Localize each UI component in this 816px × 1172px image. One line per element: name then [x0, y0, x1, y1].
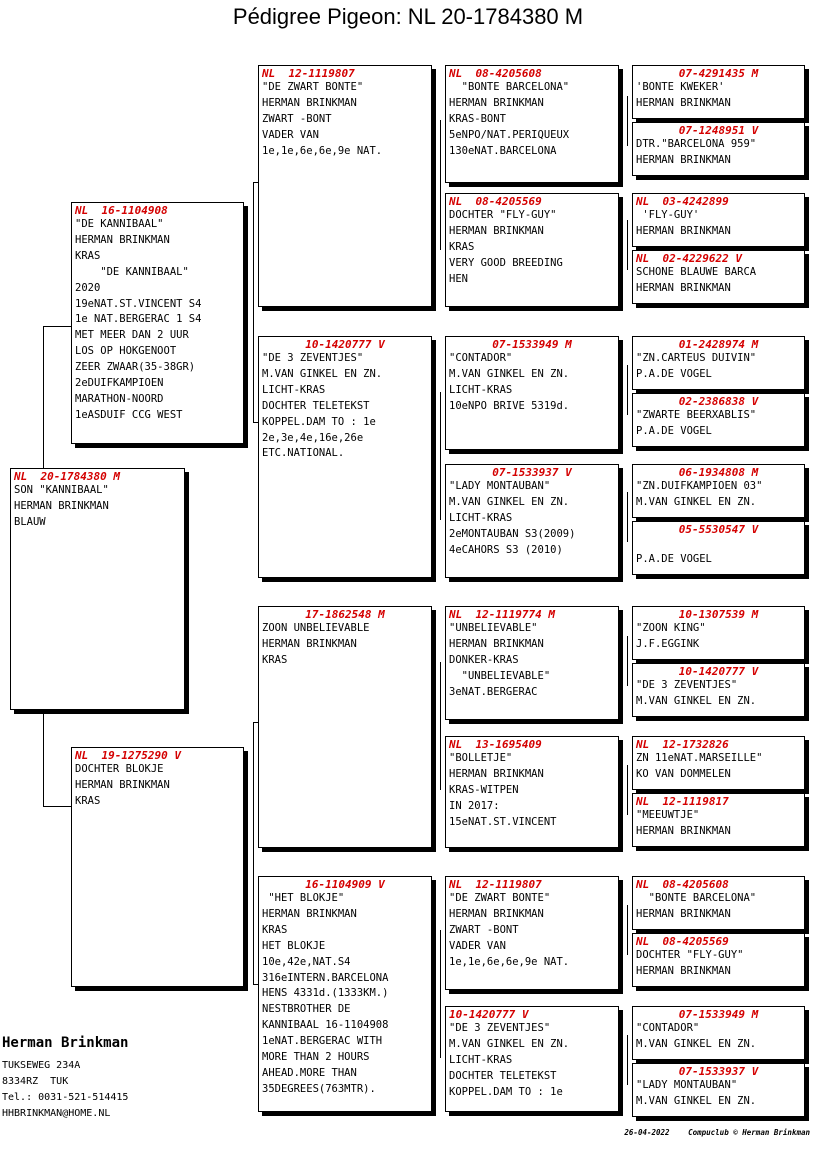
ring-number: 05-5530547 V — [678, 523, 759, 536]
detail-line: "CONTADOR" — [636, 1022, 700, 1034]
detail-line: KRAS — [75, 794, 101, 807]
pigeon-details — [636, 948, 801, 980]
detail-line: 15eNAT.ST.VINCENT — [449, 815, 557, 828]
owner-contact — [2, 1058, 128, 1122]
detail-line: 2eDUIFKAMPIOEN — [75, 377, 164, 390]
owner-city: 8334RZ TUK — [2, 1076, 69, 1087]
paternal-grandmother-card — [258, 336, 432, 578]
detail-line: 4eCAHORS S3 (2010) — [449, 543, 563, 556]
detail-line: 'BONTE KWEKER' — [636, 81, 725, 93]
ggf-card-3 — [445, 606, 619, 720]
ggm-card-2 — [445, 464, 619, 578]
detail-line: M.VAN GINKEL EN ZN. — [636, 495, 757, 508]
detail-line: HERMAN BRINKMAN — [75, 778, 170, 791]
gggp-card-2 — [632, 122, 805, 176]
detail-line: 10eNPO BRIVE 5319d. — [449, 399, 570, 412]
ggf-card-1 — [445, 65, 619, 183]
paternal-grandfather-card — [258, 65, 432, 307]
pigeon-details — [636, 265, 801, 297]
detail-line: HERMAN BRINKMAN — [636, 824, 731, 837]
detail-line: P.A.DE VOGEL — [636, 552, 712, 565]
detail-line: 'FLY-GUY' — [636, 209, 700, 221]
detail-line: M.VAN GINKEL EN ZN. — [449, 495, 570, 508]
detail-line: 1e,1e,6e,6e,9e NAT. — [262, 144, 383, 157]
ring-number: NL 12-1119817 — [636, 795, 729, 808]
detail-line: HERMAN BRINKMAN — [75, 233, 170, 246]
detail-line: ZOON UNBELIEVABLE — [262, 622, 370, 634]
maternal-grandfather-card — [258, 606, 432, 848]
detail-line: LICHT-KRAS — [449, 511, 513, 524]
pigeon-details — [449, 208, 615, 288]
detail-line: 19eNAT.ST.VINCENT S4 — [75, 297, 202, 310]
detail-line: M.VAN GINKEL EN ZN. — [636, 694, 757, 707]
detail-line: "ZWARTE BEERXABLIS" — [636, 409, 757, 421]
detail-line: HERMAN BRINKMAN — [449, 767, 544, 780]
gggp-card-15 — [632, 1006, 805, 1060]
detail-line: 316eINTERN.BARCELONA — [262, 971, 389, 984]
detail-line: "ZOON KING" — [636, 622, 706, 634]
detail-line: VERY GOOD BREEDING — [449, 256, 563, 269]
ring-number: 10-1420777 V — [449, 1008, 529, 1021]
detail-line: "DE KANNIBAAL" — [75, 218, 164, 230]
pigeon-details — [449, 891, 615, 971]
detail-line: HERMAN BRINKMAN — [262, 637, 357, 650]
ring-number: 06-1934808 M — [678, 466, 759, 479]
ggf-card-4 — [445, 876, 619, 990]
pigeon-details — [449, 621, 615, 701]
ring-number: NL 19-1275290 V — [75, 749, 181, 762]
gggp-card-8 — [632, 521, 805, 575]
detail-line: "DE 3 ZEVENTJES" — [636, 679, 738, 691]
detail-line: NESTBROTHER DE — [262, 1003, 351, 1016]
ring-number: NL 12-1119807 — [449, 878, 542, 891]
owner-email: HHBRINKMAN@HOME.NL — [2, 1108, 111, 1119]
detail-line: HERMAN BRINKMAN — [449, 96, 544, 109]
ring-number: NL 03-4242899 — [636, 195, 729, 208]
pigeon-details — [636, 208, 801, 240]
gggp-card-9 — [632, 606, 805, 660]
detail-line: M.VAN GINKEL EN ZN. — [636, 1037, 757, 1050]
detail-line: ZEER ZWAAR(35-38GR) — [75, 361, 196, 374]
gggp-card-6 — [632, 393, 805, 447]
detail-line: MORE THAN 2 HOURS — [262, 1051, 370, 1064]
detail-line: SCHONE BLAUWE BARCA — [636, 266, 757, 278]
pigeon-details — [75, 762, 240, 810]
detail-line: 5eNPO/NAT.PERIQUEUX — [449, 128, 570, 141]
detail-line: KRAS — [449, 240, 475, 253]
ring-number: 17-1862548 M — [305, 608, 385, 621]
detail-line: "CONTADOR" — [449, 352, 513, 364]
owner-phone: Tel.: 0031-521-514415 — [2, 1092, 129, 1103]
pigeon-details — [14, 483, 181, 531]
gggp-card-10 — [632, 663, 805, 717]
footer-date: 26-04-2022 — [624, 1128, 670, 1137]
ggm-card-3 — [445, 736, 619, 848]
ring-number: 16-1104909 V — [305, 878, 385, 891]
detail-line: ZWART -BONT — [262, 112, 332, 125]
detail-line: KRAS-WITPEN — [449, 783, 519, 796]
detail-line: 1e NAT.BERGERAC 1 S4 — [75, 313, 202, 326]
detail-line: P.A.DE VOGEL — [636, 367, 712, 380]
ring-number: NL 08-4205569 — [636, 935, 729, 948]
pigeon-details — [636, 751, 801, 783]
detail-line: 1eASDUIF CCG WEST — [75, 408, 183, 421]
gggp-card-14 — [632, 933, 805, 987]
detail-line: 2eMONTAUBAN S3(2009) — [449, 527, 576, 540]
detail-line: M.VAN GINKEL EN ZN. — [449, 1037, 570, 1050]
detail-line: "DE 3 ZEVENTJES" — [262, 352, 364, 364]
pigeon-details — [449, 751, 615, 831]
detail-line: "LADY MONTAUBAN" — [449, 480, 551, 492]
pigeon-details — [636, 678, 801, 710]
detail-line: P.A.DE VOGEL — [636, 424, 712, 437]
ring-number: NL 12-1119807 — [262, 67, 355, 80]
detail-line: DOCHTER BLOKJE — [75, 763, 164, 775]
ggm-card-4 — [445, 1006, 619, 1112]
detail-line: BLAUW — [14, 515, 46, 528]
mother-card — [71, 747, 244, 987]
detail-line: KRAS-BONT — [449, 112, 506, 125]
detail-line: HERMAN BRINKMAN — [636, 96, 731, 109]
detail-line: LICHT-KRAS — [449, 1053, 513, 1066]
detail-line: 130eNAT.BARCELONA — [449, 144, 557, 157]
detail-line: HERMAN BRINKMAN — [636, 153, 731, 166]
detail-line: HERMAN BRINKMAN — [14, 499, 109, 512]
pigeon-details — [636, 1078, 801, 1110]
ring-number: NL 08-4205608 — [449, 67, 542, 80]
detail-line: "DE ZWART BONTE" — [262, 81, 364, 93]
pigeon-details — [636, 80, 801, 112]
detail-line — [636, 536, 801, 552]
detail-line: "DE ZWART BONTE" — [449, 892, 551, 904]
detail-line: HERMAN BRINKMAN — [636, 281, 731, 294]
pigeon-details — [636, 479, 801, 511]
ring-number: NL 16-1104908 — [75, 204, 168, 217]
detail-line: "HET BLOKJE" — [262, 892, 345, 904]
maternal-grandmother-card — [258, 876, 432, 1112]
detail-line: "BONTE BARCELONA" — [449, 81, 570, 93]
detail-line: "DE 3 ZEVENTJES" — [449, 1022, 551, 1034]
detail-line: 2020 — [75, 281, 101, 294]
detail-line: J.F.EGGINK — [636, 637, 700, 650]
detail-line: "LADY MONTAUBAN" — [636, 1079, 738, 1091]
pigeon-details — [449, 1021, 615, 1101]
detail-line: "UNBELIEVABLE" — [449, 669, 551, 682]
pigeon-details — [449, 479, 615, 559]
pigeon-details — [449, 80, 615, 160]
detail-line: 1e,1e,6e,6e,9e NAT. — [449, 955, 570, 968]
detail-line: KRAS — [75, 249, 101, 262]
detail-line: DOCHTER TELETEKST — [262, 399, 370, 412]
footer-credit: Compuclub © Herman Brinkman — [688, 1128, 810, 1137]
gggp-card-1 — [632, 65, 805, 119]
gggp-card-13 — [632, 876, 805, 930]
detail-line: ZN 11eNAT.MARSEILLE" — [636, 752, 763, 764]
detail-line: DONKER-KRAS — [449, 653, 519, 666]
detail-line: KO VAN DOMMELEN — [636, 767, 731, 780]
gggp-card-3 — [632, 193, 805, 247]
footer — [610, 1128, 810, 1137]
gggp-card-7 — [632, 464, 805, 518]
detail-line: AHEAD.MORE THAN — [262, 1066, 357, 1079]
pigeon-details — [636, 137, 801, 169]
detail-line: "ZN.CARTEUS DUIVIN" — [636, 352, 757, 364]
pigeon-details — [636, 351, 801, 383]
detail-line: M.VAN GINKEL EN ZN. — [449, 367, 570, 380]
detail-line: HERMAN BRINKMAN — [636, 224, 731, 237]
detail-line: "BOLLETJE" — [449, 752, 513, 764]
detail-line: IN 2017: — [449, 799, 500, 812]
detail-line: KANNIBAAL 16-1104908 — [262, 1019, 389, 1032]
detail-line: VADER VAN — [449, 939, 506, 952]
gggp-card-16 — [632, 1063, 805, 1117]
ring-number: 07-1533949 M — [678, 1008, 759, 1021]
gggp-card-12 — [632, 793, 805, 847]
ring-number: NL 02-4229622 V — [636, 252, 742, 265]
detail-line: HEN — [449, 272, 468, 285]
ring-number: 02-2386838 V — [678, 395, 759, 408]
ring-number: NL 12-1732826 — [636, 738, 729, 751]
owner-name: Herman Brinkman — [2, 1035, 129, 1051]
detail-line: HENS 4331d.(1333KM.) — [262, 987, 389, 1000]
ring-number: NL 20-1784380 M — [14, 470, 120, 483]
ring-number: 10-1420777 V — [678, 665, 759, 678]
ring-number: 10-1420777 V — [305, 338, 385, 351]
pigeon-details — [636, 1021, 801, 1053]
pigeon-details — [262, 351, 428, 462]
detail-line: KOPPEL.DAM TO : 1e — [449, 1085, 563, 1098]
gggp-card-11 — [632, 736, 805, 790]
detail-line: DOCHTER TELETEKST — [449, 1069, 557, 1082]
detail-line: 2e,3e,4e,16e,26e — [262, 431, 364, 444]
detail-line: ZWART -BONT — [449, 923, 519, 936]
page-title: Pédigree Pigeon: NL 20-1784380 M — [232, 4, 584, 29]
ring-number: 07-4291435 M — [678, 67, 759, 80]
detail-line: "UNBELIEVABLE" — [449, 622, 538, 634]
detail-line: "MEEUWTJE" — [636, 809, 700, 821]
detail-line: 1eNAT.BERGERAC WITH — [262, 1035, 383, 1048]
ggm-card-1 — [445, 193, 619, 307]
ggf-card-2 — [445, 336, 619, 450]
detail-line: HERMAN BRINKMAN — [262, 96, 357, 109]
pigeon-details — [262, 621, 428, 669]
detail-line: 35DEGREES(763MTR). — [262, 1082, 376, 1095]
pigeon-details — [636, 536, 801, 568]
detail-line: HET BLOKJE — [262, 939, 326, 952]
detail-line: KOPPEL.DAM TO : 1e — [262, 415, 376, 428]
ring-number: 01-2428974 M — [678, 338, 759, 351]
ring-number: NL 12-1119774 M — [449, 608, 555, 621]
detail-line: DOCHTER "FLY-GUY" — [636, 949, 744, 961]
detail-line: LOS OP HOKGENOOT — [75, 345, 177, 358]
ring-number: 07-1533937 V — [492, 466, 572, 479]
detail-line: LICHT-KRAS — [262, 383, 326, 396]
detail-line: HERMAN BRINKMAN — [449, 907, 544, 920]
detail-line: DTR."BARCELONA 959" — [636, 138, 757, 150]
detail-line: 10e,42e,NAT.S4 — [262, 955, 351, 968]
detail-line: VADER VAN — [262, 128, 319, 141]
detail-line: LICHT-KRAS — [449, 383, 513, 396]
pigeon-details — [636, 621, 801, 653]
detail-line: ETC.NATIONAL. — [262, 447, 345, 460]
detail-line: HERMAN BRINKMAN — [449, 224, 544, 237]
pigeon-details — [262, 891, 428, 1098]
detail-line: 3eNAT.BERGERAC — [449, 685, 538, 698]
detail-line: "ZN.DUIFKAMPIOEN 03" — [636, 480, 763, 492]
detail-line: "DE KANNIBAAL" — [75, 265, 189, 278]
detail-line: HERMAN BRINKMAN — [449, 637, 544, 650]
pigeon-details — [636, 808, 801, 840]
gggp-card-4 — [632, 250, 805, 304]
pigeon-details — [636, 891, 801, 923]
ring-number: 10-1307539 M — [678, 608, 759, 621]
pigeon-details — [449, 351, 615, 415]
detail-line: KRAS — [262, 653, 288, 666]
detail-line: M.VAN GINKEL EN ZN. — [262, 367, 383, 380]
ring-number: NL 08-4205608 — [636, 878, 729, 891]
detail-line: "BONTE BARCELONA" — [636, 892, 757, 904]
subject-pigeon-card — [10, 468, 185, 710]
father-card — [71, 202, 244, 444]
detail-line: DOCHTER "FLY-GUY" — [449, 209, 557, 221]
detail-line: SON "KANNIBAAL" — [14, 484, 109, 496]
ring-number: NL 13-1695409 — [449, 738, 542, 751]
detail-line: HERMAN BRINKMAN — [636, 964, 731, 977]
detail-line: HERMAN BRINKMAN — [262, 907, 357, 920]
detail-line: HERMAN BRINKMAN — [636, 907, 731, 920]
detail-line: M.VAN GINKEL EN ZN. — [636, 1094, 757, 1107]
detail-line: MARATHON-NOORD — [75, 392, 164, 405]
detail-line: KRAS — [262, 923, 288, 936]
gggp-card-5 — [632, 336, 805, 390]
detail-line: MET MEER DAN 2 UUR — [75, 329, 189, 342]
pigeon-details — [262, 80, 428, 160]
pigeon-details — [75, 217, 240, 424]
ring-number: NL 08-4205569 — [449, 195, 542, 208]
ring-number: 07-1533949 M — [492, 338, 572, 351]
ring-number: 07-1248951 V — [678, 124, 759, 137]
pigeon-details — [636, 408, 801, 440]
owner-address: TUKSEWEG 234A — [2, 1060, 81, 1071]
ring-number: 07-1533937 V — [678, 1065, 759, 1078]
